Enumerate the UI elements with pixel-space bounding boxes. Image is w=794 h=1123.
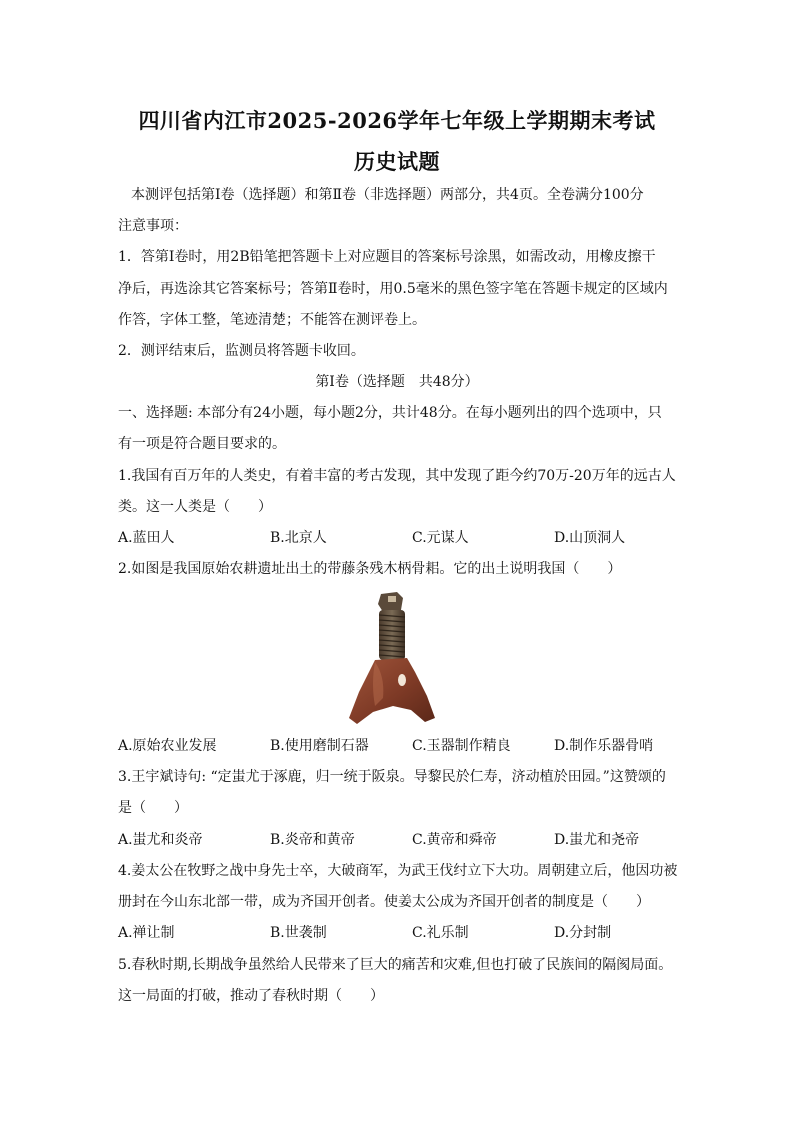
question-4-option-d: D.分封制 — [554, 925, 612, 941]
section-instructions-line-1: 一、选择题: 本部分有24小题，每小题2分，共计48分。在每小题列出的四个选项中，只 — [118, 405, 662, 421]
question-5-stem-line-2: 这一局面的打破，推动了春秋时期（ ） — [118, 988, 384, 1004]
section-heading: 第Ⅰ卷（选择题 共48分） — [315, 374, 479, 390]
question-2-option-c: C.玉器制作精良 — [412, 738, 511, 754]
exam-title: 四川省内江市2025-2026学年七年级上学期期末考试 — [138, 108, 656, 133]
question-3-option-a: A.蚩尤和炎帝 — [118, 832, 203, 848]
question-4-stem-line-2: 册封在今山东北部一带，成为齐国开创者。使姜太公成为齐国开创者的制度是（ ） — [118, 894, 650, 910]
question-1-option-c: C.元谋人 — [412, 530, 469, 546]
blade-hole — [398, 674, 406, 686]
spade-blade — [349, 658, 435, 724]
section-instructions-line-2: 有一项是符合题目要求的。 — [118, 436, 286, 452]
handle-top-highlight — [388, 596, 396, 602]
question-4-option-c: C.礼乐制 — [412, 925, 469, 941]
note-1-line-1: 1．答第Ⅰ卷时，用2B铅笔把答题卡上对应题目的答案标号涂黑，如需改动，用橡皮擦干 — [118, 249, 656, 265]
question-1-option-b: B.北京人 — [270, 530, 327, 546]
question-1-stem-line-2: 类。这一人类是（ ） — [118, 499, 272, 515]
question-4-option-b: B.世袭制 — [270, 925, 327, 941]
note-1-line-3: 作答，字体工整，笔迹清楚；不能答在测评卷上。 — [118, 312, 426, 328]
question-1-option-a: A.蓝田人 — [118, 530, 175, 546]
bone-spade-image — [345, 588, 437, 726]
intro-text: 本测评包括第Ⅰ卷（选择题）和第Ⅱ卷（非选择题）两部分，共4页。全卷满分100分 — [131, 187, 644, 203]
question-1-option-d: D.山顶洞人 — [554, 530, 626, 546]
exam-subtitle: 历史试题 — [354, 149, 440, 174]
note-2: 2．测评结束后，监测员将答题卡收回。 — [118, 343, 365, 359]
question-3-option-c: C.黄帝和舜帝 — [412, 832, 497, 848]
question-3-option-b: B.炎帝和黄帝 — [270, 832, 355, 848]
question-5-stem-line-1: 5.春秋时期,长期战争虽然给人民带来了巨大的痛苦和灾难,但也打破了民族间的隔阂局面。 — [118, 957, 673, 973]
note-1-line-2: 净后，再选涂其它答案标号；答第Ⅱ卷时，用0.5毫米的黑色签字笔在答题卡规定的区域内 — [118, 281, 668, 297]
question-4-stem-line-1: 4.姜太公在牧野之战中身先士卒，大破商军，为武王伐纣立下大功。周朝建立后，他因功被 — [118, 863, 678, 879]
notice-label: 注意事项： — [118, 218, 188, 234]
question-1-stem-line-1: 1.我国有百万年的人类史，有着丰富的考古发现，其中发现了距今约70万-20万年的远古人 — [118, 468, 676, 484]
question-2-option-a: A.原始农业发展 — [118, 738, 217, 754]
question-3-stem-line-1: 3.王宇斌诗句: “定蚩尤于涿鹿，归一统于阪泉。导黎民於仁寿，济动植於田园。”这赞颂的 — [118, 769, 666, 785]
question-3-stem-line-2: 是（ ） — [118, 800, 188, 816]
question-4-option-a: A.禅让制 — [118, 925, 175, 941]
question-2-option-b: B.使用磨制石器 — [270, 738, 369, 754]
question-3-option-d: D.蚩尤和尧帝 — [554, 832, 640, 848]
question-2-stem: 2.如图是我国原始农耕遗址出土的带藤条残木柄骨耜。它的出土说明我国（ ） — [118, 561, 622, 577]
question-2-option-d: D.制作乐器骨哨 — [554, 738, 654, 754]
